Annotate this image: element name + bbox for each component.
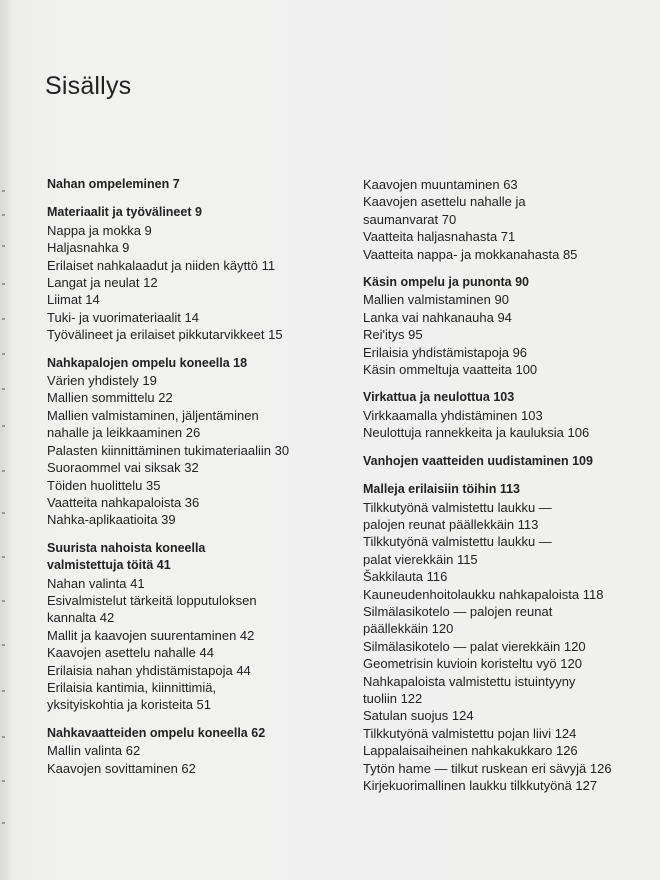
toc-left-column: [47, 176, 337, 777]
toc-entry: Tilkkutyönä valmistettu laukku —: [363, 499, 552, 515]
toc-entry: saumanvarat 70: [363, 211, 457, 227]
toc-entry: Kirjekuorimallinen laukku tilkkutyönä 127: [363, 778, 598, 793]
toc-entry: Vaatteita nahkapaloista 36: [47, 494, 200, 510]
toc-entry: Lappalaisaiheinen nahkakukkaro 126: [363, 743, 578, 759]
toc-entry: Nappa ja mokka 9: [47, 222, 152, 238]
toc-entry: Työvälineet ja erilaiset pikkutarvikkeet 15: [47, 327, 283, 343]
toc-entry: Langat ja neulat 12: [47, 275, 158, 291]
toc-entry: palojen reunat päällekkäin 113: [363, 516, 539, 532]
section-gap: [363, 442, 655, 453]
section-gap: [363, 378, 655, 389]
toc-entry: Silmälasikotelo — palojen reunat: [363, 603, 553, 619]
toc-entry: yksityiskohtia ja koristeita 51: [47, 697, 212, 713]
toc-entry: Tilkkutyönä valmistettu laukku —: [363, 534, 552, 550]
toc-entry: Kaavojen muuntaminen 63: [363, 177, 518, 192]
toc-entry: Erilaiset nahkalaadut ja niiden käyttö 11: [47, 257, 276, 273]
toc-entry: Nahan valinta 41: [47, 575, 145, 591]
toc-section-heading: Virkattua ja neulottua 103: [363, 390, 515, 405]
toc-entry: Mallien valmistaminen, jäljentäminen: [47, 407, 259, 423]
section-gap: [47, 344, 337, 355]
toc-entry: Lanka vai nahkanauha 94: [363, 309, 512, 325]
section-gap: [363, 263, 655, 274]
toc-entry: Silmälasikotelo — palat vierekkäin 120: [363, 638, 586, 654]
toc-entry: Tuki- ja vuorimateriaalit 14: [47, 309, 199, 325]
toc-entry: Haljasnahka 9: [47, 240, 130, 256]
toc-section-heading: Käsin ompelu ja punonta 90: [363, 275, 529, 290]
toc-entry: tuoliin 122: [363, 690, 423, 706]
toc-entry: Satulan suojus 124: [363, 708, 474, 724]
toc-entry: Erilaisia nahan yhdistämistapoja 44: [47, 662, 251, 678]
section-gap: [47, 529, 337, 540]
toc-entry: Vaatteita nappa- ja mokkanahasta 85: [363, 246, 578, 262]
toc-entry: päällekkäin 120: [363, 621, 454, 637]
toc-entry: Erilaisia kantimia, kiinnittimiä,: [47, 679, 217, 695]
toc-entry: Suoraommel vai siksak 32: [47, 460, 199, 476]
toc-entry: Kaavojen sovittaminen 62: [47, 760, 196, 776]
toc-entry: Mallien sommittelu 22: [47, 390, 173, 406]
page-title: Sisällys: [45, 72, 132, 100]
toc-entry: Värien yhdistely 19: [47, 373, 157, 389]
toc-entry: kannalta 42: [47, 610, 115, 626]
toc-entry: Nahka-aplikaatioita 39: [47, 512, 176, 528]
toc-entry: Rei'itys 95: [363, 327, 423, 343]
toc-entry: Nahkapaloista valmistettu istuintyyny: [363, 673, 576, 689]
toc-section-heading: Nahan ompeleminen 7: [47, 177, 180, 191]
toc-entry: Mallin valinta 62: [47, 743, 141, 759]
toc-section-heading: Materiaalit ja työvälineet 9: [47, 205, 202, 220]
toc-entry: Mallit ja kaavojen suurentaminen 42: [47, 627, 255, 643]
section-gap: [363, 470, 655, 481]
toc-entry: Šakkilauta 116: [363, 569, 448, 585]
toc-section-heading: Nahkapalojen ompelu koneella 18: [47, 355, 248, 370]
toc-right-column: [363, 176, 655, 794]
toc-section-heading: valmistettuja töitä 41: [47, 558, 171, 573]
toc-entry: Neulottuja rannekkeita ja kauluksia 106: [363, 425, 590, 441]
toc-entry: Erilaisia yhdistämistapoja 96: [363, 344, 528, 360]
toc-entry: Geometrisin kuvioin koristeltu vyö 120: [363, 656, 582, 672]
toc-entry: Töiden huolittelu 35: [47, 477, 161, 493]
toc-entry: Vaatteita haljasnahasta 71: [363, 229, 516, 245]
toc-entry: Tytön hame — tilkut ruskean eri sävyjä 126: [363, 760, 612, 776]
toc-entry: Esivalmistelut tärkeitä lopputuloksen: [47, 592, 257, 608]
toc-entry: Tilkkutyönä valmistettu pojan liivi 124: [363, 725, 577, 741]
toc-entry: Liimat 14: [47, 292, 100, 308]
toc-entry: Virkkaamalla yhdistäminen 103: [363, 407, 543, 423]
section-gap: [47, 193, 337, 204]
toc-section-heading: Vanhojen vaatteiden uudistaminen 109: [363, 453, 593, 468]
toc-entry: palat vierekkäin 115: [363, 551, 478, 567]
toc-entry: Kaavojen asettelu nahalle 44: [47, 645, 214, 661]
toc-entry: nahalle ja leikkaaminen 26: [47, 425, 201, 441]
toc-entry: Mallien valmistaminen 90: [363, 292, 509, 308]
toc-section-heading: Malleja erilaisiin töihin 113: [363, 482, 521, 497]
section-gap: [47, 714, 337, 725]
toc-section-heading: Nahkavaatteiden ompelu koneella 62: [47, 725, 266, 740]
toc-entry: Kaavojen asettelu nahalle ja: [363, 194, 526, 210]
toc-entry: Palasten kiinnittäminen tukimateriaaliin 30: [47, 442, 290, 458]
toc-section-heading: Suurista nahoista koneella: [47, 540, 206, 555]
toc-entry: Kauneudenhoitolaukku nahkapaloista 118: [363, 586, 604, 602]
toc-entry: Käsin ommeltuja vaatteita 100: [363, 362, 538, 378]
